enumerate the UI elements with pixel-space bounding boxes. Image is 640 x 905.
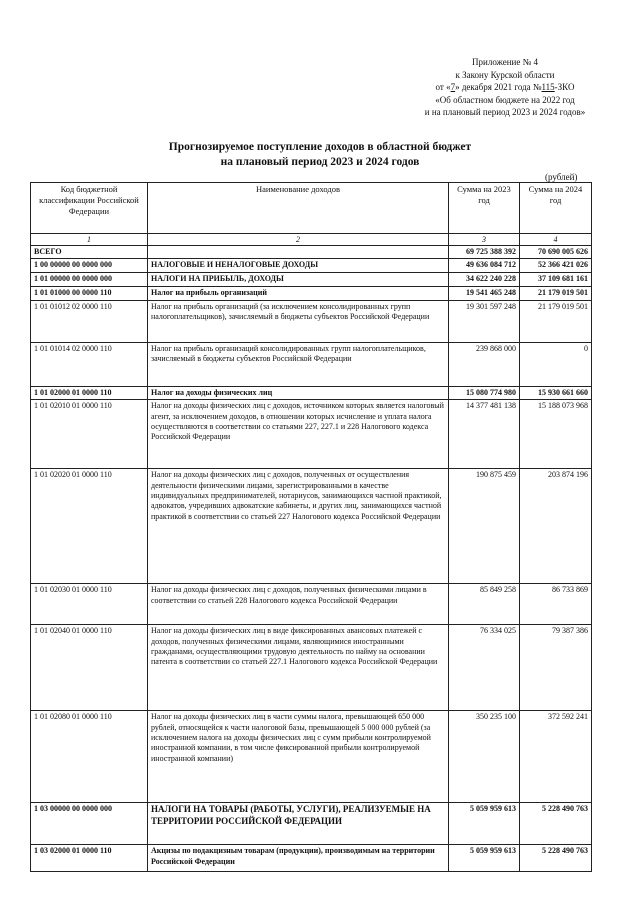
row-value-2023: 14 377 481 138 [449,400,520,469]
row-value-2023: 5 059 959 613 [449,845,520,872]
table-row [31,711,592,803]
row-name: НАЛОГИ НА ТОВАРЫ (РАБОТЫ, УСЛУГИ), РЕАЛИЗУЕМЫЕ НА ТЕРРИТОРИИ РОССИЙСКОЙ ФЕДЕРАЦИИ [148,803,449,845]
table-row [31,469,592,584]
appendix-line: и на плановый период 2023 и 2024 годов» [424,107,586,117]
row-value-2024: 21 179 019 501 [520,287,592,300]
row-value-2023: 15 080 774 980 [449,386,520,399]
row-value-2023: 19 541 465 248 [449,287,520,300]
row-value-2024: 372 592 241 [520,711,592,803]
title-line: Прогнозируемое поступление доходов в областной бюджет [168,141,472,153]
row-name: Налог на доходы физических лиц с доходов, полученных физическими лицами в соответствии со статьей 228 Налогового кодекса Российской Федерации [148,584,449,625]
row-value-2023: 69 725 388 392 [449,246,520,259]
row-value-2024: 52 366 421 026 [520,259,592,273]
row-code: 1 01 01000 00 0000 110 [31,287,148,300]
table-row [31,342,592,386]
row-value-2024: 15 930 661 660 [520,386,592,399]
row-name: Акцизы по подакцизным товарам (продукции), производимым на территории Российской Федерации [148,845,449,872]
column-index: 1 [31,234,148,246]
table-row [31,287,592,300]
column-index: 3 [449,234,520,246]
row-name: Налог на доходы физических лиц с доходов, источником которых является налоговый агент, за исключением доходов, в отношении которых исчисление и уплата налога осуществляются в соответствии со статьями 227, 227.1 и 228 Налогового кодекса Российской Федерации [148,400,449,469]
row-name: Налог на доходы физических лиц в виде фиксированных авансовых платежей с доходов, полученных физическими лицами, являющимися иностранными гражданами, осуществляющими трудовую деятельность по найму на основании патента в соответствии со статьей 227.1 Налогового кодекса Российской Федерации [148,625,449,711]
table-row [31,845,592,872]
revenue-table [30,182,592,872]
row-code: 1 03 00000 00 0000 000 [31,803,148,845]
law-date-prefix: от « [435,82,451,92]
row-code: 1 01 02030 01 0000 110 [31,584,148,625]
row-code: 1 01 02080 01 0000 110 [31,711,148,803]
table-row [31,273,592,287]
row-value-2023: 5 059 959 613 [449,803,520,845]
header-2024: Сумма на 2024 год [520,183,592,234]
row-name: Налог на доходы физических лиц с доходов, полученных от осуществления деятельности физическими лицами, зарегистрированными в качестве индивидуальных предпринимателей, нотариусов, занимающихся частной практикой, адвокатов, учредивших адвокатские кабинеты, и других лиц, занимающихся частной практикой в соответствии со статьей 227 Налогового кодекса Российской Федерации [148,469,449,584]
column-index: 2 [148,234,449,246]
row-value-2024: 79 387 386 [520,625,592,711]
table-row-total [31,246,592,259]
row-value-2024: 0 [520,342,592,386]
row-value-2023: 49 636 084 712 [449,259,520,273]
row-name: Налог на прибыль организаций [148,287,449,300]
row-name: НАЛОГОВЫЕ И НЕНАЛОГОВЫЕ ДОХОДЫ [148,259,449,273]
table-header-row [31,183,592,234]
header-code: Код бюджетной классификации Российской Федерации [31,183,148,234]
row-code: 1 01 02010 01 0000 110 [31,400,148,469]
row-code: 1 01 02020 01 0000 110 [31,469,148,584]
header-name: Наименование доходов [148,183,449,234]
row-value-2024: 21 179 019 501 [520,300,592,342]
table-row [31,300,592,342]
table-row [31,584,592,625]
appendix-line: к Закону Курской области [455,69,555,80]
row-value-2023: 34 622 240 228 [449,273,520,287]
row-code: ВСЕГО [31,246,148,259]
row-value-2024: 15 188 073 968 [520,400,592,469]
row-code: 1 01 00000 00 0000 000 [31,273,148,287]
appendix-header [380,56,630,119]
appendix-line: «Об областном бюджете на 2022 год [435,94,575,105]
row-value-2024: 5 228 490 763 [520,845,592,872]
row-code: 1 01 01014 02 0000 110 [31,342,148,386]
appendix-line: Приложение № 4 [472,57,538,67]
row-value-2023: 76 334 025 [449,625,520,711]
row-name: НАЛОГИ НА ПРИБЫЛЬ, ДОХОДЫ [148,273,449,287]
table-row [31,259,592,273]
row-code: 1 01 02040 01 0000 110 [31,625,148,711]
law-date-mid: » декабря 2021 года № [455,82,542,92]
row-value-2024: 37 109 681 161 [520,273,592,287]
row-name [148,246,449,259]
column-index-row [31,234,592,246]
law-day: 7 [450,82,456,92]
row-value-2023: 85 849 258 [449,584,520,625]
row-code: 1 01 02000 01 0000 110 [31,386,148,399]
row-name: Налог на доходы физических лиц в части суммы налога, превышающей 650 000 рублей, относящейся к части налоговой базы, превышающей 5 000 000 рублей (за исключением налога на доходы физических лиц с сумм прибыли контролируемой иностранной компании, в том числе фиксированной прибыли контролируемой иностранной компании) [148,711,449,803]
row-code: 1 03 02000 01 0000 110 [31,845,148,872]
row-code: 1 01 01012 02 0000 110 [31,300,148,342]
row-value-2023: 239 868 000 [449,342,520,386]
law-number-suffix: -ЗКО [554,82,575,92]
row-value-2024: 86 733 869 [520,584,592,625]
header-2023: Сумма на 2023 год [449,183,520,234]
table-row [31,400,592,469]
title-line: на плановый период 2023 и 2024 годов [220,156,420,168]
appendix-law-line [380,81,630,94]
unit-label: (рублей) [545,172,578,182]
row-value-2024: 5 228 490 763 [520,803,592,845]
page-title [0,140,640,170]
law-number: 115 [541,82,555,92]
column-index: 4 [520,234,592,246]
table-row [31,803,592,845]
row-name: Налог на прибыль организаций (за исключением консолидированных групп налогоплательщиков), зачисляемый в бюджеты субъектов Российской Федерации [148,300,449,342]
table-row [31,625,592,711]
row-value-2023: 19 301 597 248 [449,300,520,342]
row-value-2024: 70 690 005 626 [520,246,592,259]
row-name: Налог на доходы физических лиц [148,386,449,399]
row-value-2023: 350 235 100 [449,711,520,803]
table-row [31,386,592,399]
row-value-2023: 190 875 459 [449,469,520,584]
row-value-2024: 203 874 196 [520,469,592,584]
row-code: 1 00 00000 00 0000 000 [31,259,148,273]
row-name: Налог на прибыль организаций консолидированных групп налогоплательщиков, зачисляемый в бюджеты субъектов Российской Федерации [148,342,449,386]
